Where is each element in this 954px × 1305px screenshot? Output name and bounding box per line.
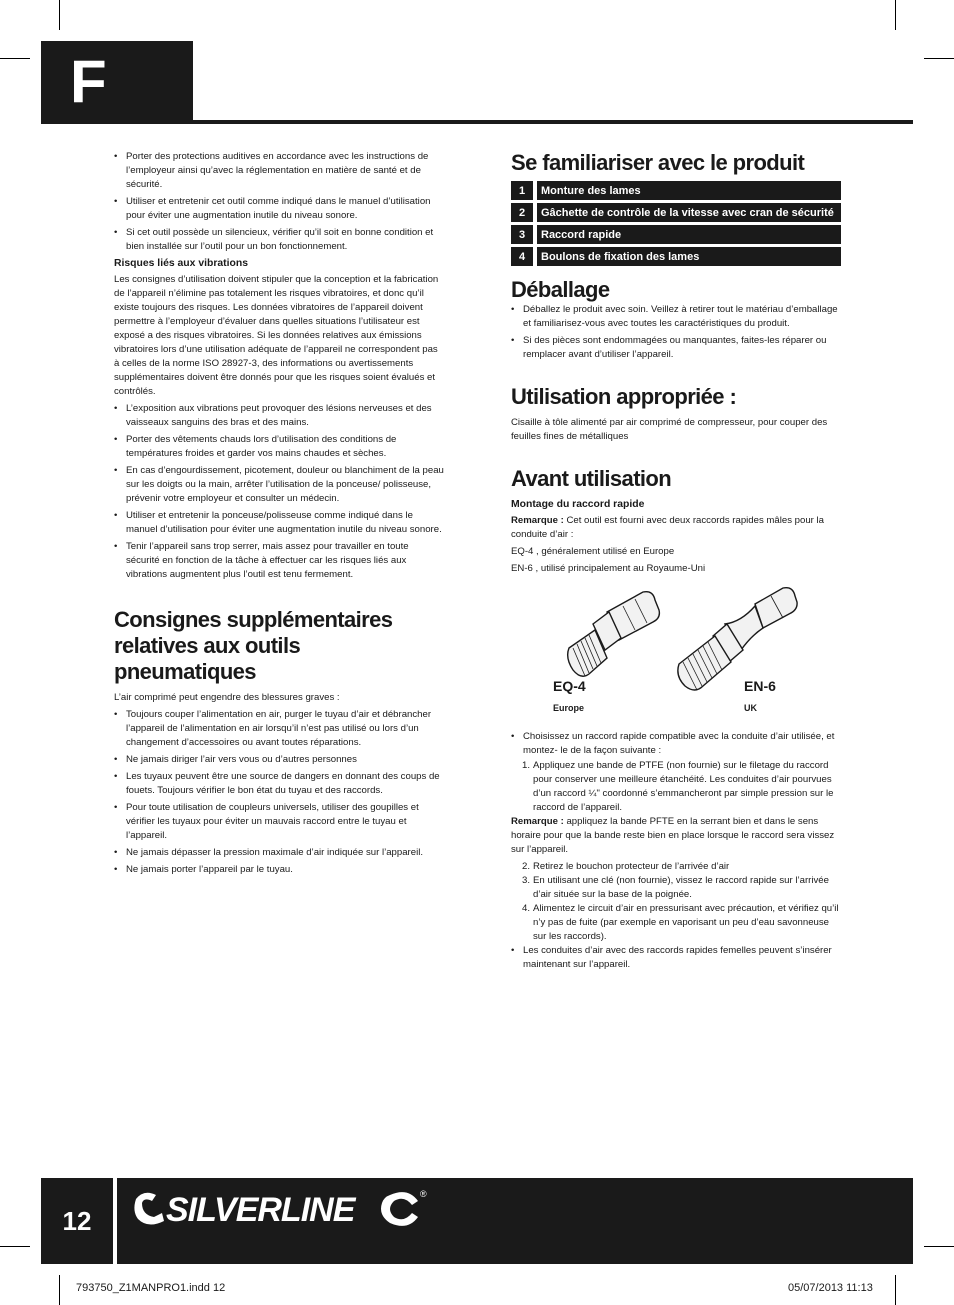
list-item: • Ne jamais porter l’appareil par le tuyau. (114, 863, 444, 877)
list-item: • Porter des vêtements chauds lors d’utilisation des conditions de températures froides et garder vos mains chaudes et sèches. (114, 433, 444, 461)
fitting-steps-1 (511, 759, 841, 815)
list-item: • Tenir l’appareil sans trop serrer, mais assez pour travailler en toute sécurité en fonction de la tâche à effectuer car les risques liés aux vibrations augmentent plus l’outil est tenu fermement. (114, 540, 444, 582)
crop-mark (924, 1246, 954, 1247)
part-label: Monture des lames (537, 181, 841, 200)
eq4-fitting-image (563, 586, 663, 686)
part-number: 4 (511, 247, 533, 266)
footer-divider (113, 1178, 117, 1264)
eq4-sublabel: Europe (553, 703, 585, 713)
eq4-label: EQ-4 (553, 678, 586, 694)
part-number: 1 (511, 181, 533, 200)
list-item: • Les conduites d’air avec des raccords rapides femelles peuvent s’insérer maintenant sur l’appareil. (511, 944, 841, 972)
en6-label: EN-6 (744, 678, 776, 694)
part-label: Boulons de fixation des lames (537, 247, 841, 266)
fittings-illustration (511, 582, 841, 722)
en6-fitting-image (671, 584, 801, 694)
list-item: • Déballez le produit avec soin. Veillez à retirer tout le matériau d’emballage et familiarisez-vous avec toutes les caractéristiques du produit. (511, 303, 841, 331)
list-item: • Choisissez un raccord rapide compatible avec la conduite d’air utilisée, et montez- le de la façon suivante : (511, 730, 841, 758)
silverline-logo (132, 1185, 432, 1233)
part-number: 3 (511, 225, 533, 244)
crop-mark (0, 58, 30, 59)
crop-mark (895, 0, 896, 30)
section-tab (41, 41, 193, 124)
part-label: Raccord rapide (537, 225, 841, 244)
registered-mark: ® (420, 1189, 427, 1199)
eq4-line: EQ-4 , généralement utilisé en Europe (511, 546, 675, 557)
noise-bullets (114, 150, 444, 254)
list-item: • Si des pièces sont endommagées ou manquantes, faites-les réparer ou remplacer avant d’utiliser l’appareil. (511, 334, 841, 362)
header-rule (41, 120, 913, 124)
note-label: Remarque : (511, 515, 564, 526)
vibration-paragraph: Les consignes d’utilisation doivent stipuler que la conception et la fabrication de l’appareil n’élimine pas totalement les risques vibratoires, et donc qu’il existe toujours des risques. Les données vibratoires de l’appareil doivent permettre à l’employeur d’évaluer dans quelles situations l’utilisateur est exposé a des risques vibratoires. Si les données relatives aux émissions vibratoires lors d’une utilisation adéquate de l’appareil ne correspondent pas à celles de la norme ISO 28927-3, des informations ou avertissements supplémentaires doivent être donnés pour que les risques soient évalués et contrôlés. (114, 274, 439, 397)
crop-mark (59, 0, 60, 30)
crop-mark (0, 1246, 30, 1247)
slug-left: 793750_Z1MANPRO1.indd 12 (76, 1282, 226, 1294)
right-column (511, 150, 841, 975)
list-item: • Toujours couper l’alimentation en air, purger le tuyau d’air et débrancher l’appareil de l’alimentation en air lorsqu’il n’est pas utilisé ou lors d’un changement d’accessoires ou avant toutes réparations. (114, 708, 444, 750)
list-item: • Si cet outil possède un silencieux, vérifier qu’il soit en bonne condition et bien installée sur l’outil pour un bon fonctionnement. (114, 226, 444, 254)
vibration-bullets (114, 402, 444, 582)
note-paragraph (511, 514, 841, 542)
en6-sublabel: UK (744, 703, 757, 713)
list-item: • Porter des protections auditives en accordance avec les instructions de l’employeur ainsi qu’avec la réglementation en matière de santé et de sécurité. (114, 150, 444, 192)
section-letter: F (70, 48, 107, 115)
vibration-heading: Risques liés aux vibrations (114, 258, 248, 269)
slug-right: 05/07/2013 11:13 (788, 1282, 873, 1294)
table-row (511, 203, 841, 222)
fitting-steps-2 (511, 860, 841, 944)
crop-mark (895, 1275, 896, 1305)
table-row (511, 181, 841, 200)
unpacking-heading: Déballage (511, 277, 610, 302)
en6-line: EN-6 , utilisé principalement au Royaume-Uni (511, 563, 706, 574)
note-text: Cet outil est fourni avec deux raccords rapides mâles pour la conduite d’air : (511, 515, 825, 540)
brand-wordmark: SILVERLINE (166, 1191, 355, 1229)
note-text: appliquez la bande PFTE en la serrant bien et dans le sens horaire pour que la bande reste bien en place lorsque le raccord sera vissez sur l’appareil. (511, 816, 835, 855)
list-item: • Utiliser et entretenir cet outil comme indiqué dans le manuel d’utilisation pour éviter une augmentation inutile du niveau sonore. (114, 195, 444, 223)
intended-use-text: Cisaille à tôle alimenté par air comprimé de compresseur, pour couper des feuilles fines de métalliques (511, 417, 828, 442)
left-column (114, 150, 444, 880)
part-label: Gâchette de contrôle de la vitesse avec cran de sécurité (537, 203, 841, 222)
note-label: Remarque : (511, 816, 564, 827)
pneumatic-bullets (114, 708, 444, 877)
intended-use-heading: Utilisation appropriée : (511, 384, 737, 409)
fitting-bullets (511, 730, 841, 758)
crop-mark (59, 1275, 60, 1305)
parts-table (511, 178, 841, 269)
note2-paragraph (511, 815, 841, 857)
unpacking-bullets (511, 303, 841, 362)
list-item: • Ne jamais dépasser la pression maximale d’air indiquée sur l’appareil. (114, 846, 444, 860)
list-item: 1. Appliquez une bande de PTFE (non fournie) sur le filetage du raccord pour conserver une meilleure étanchéité. Les conduites d’air pourvues d’un raccord ¼" coordonné s’emmancheront par simple pression sur le raccord de l’appareil. (522, 760, 834, 813)
page-number: 12 (62, 1205, 92, 1236)
list-item: • L’exposition aux vibrations peut provoquer des lésions nerveuses et des vaisseaux sanguins des bras et des mains. (114, 402, 444, 430)
pneumatic-heading: Consignes supplémentaires relatives aux outils pneumatiques (114, 607, 393, 684)
table-row (511, 247, 841, 266)
familiarise-heading: Se familiariser avec le produit (511, 150, 805, 175)
before-use-heading: Avant utilisation (511, 466, 672, 491)
list-item: • Les tuyaux peuvent être une source de dangers en donnant des coups de fouets. Toujours vérifier le bon état du tuyau et des raccords. (114, 770, 444, 798)
part-number: 2 (511, 203, 533, 222)
list-item: • Utiliser et entretenir la ponceuse/polisseuse comme indiqué dans le manuel d’utilisation pour éviter une augmentation inutile du niveau sonore. (114, 509, 444, 537)
list-item: 4. Alimentez le circuit d’air en pressurisant avec précaution, et vérifiez qu’il n’y pas de fuite (par exemple en vaporisant un peu d’eau savonneuse sur les raccords). (522, 903, 839, 942)
fitting-subheading: Montage du raccord rapide (511, 499, 645, 510)
list-item: 2. Retirez le bouchon protecteur de l’arrivée d’air (522, 861, 730, 872)
table-row (511, 225, 841, 244)
list-item: 3. En utilisant une clé (non fournie), vissez le raccord rapide sur l’arrivée d’air située sur la base de la poignée. (522, 875, 829, 900)
pneumatic-intro: L’air comprimé peut engendre des blessures graves : (114, 692, 340, 703)
crop-mark (924, 58, 954, 59)
list-item: • En cas d’engourdissement, picotement, douleur ou blanchiment de la peau sur les doigts ou la main, arrêter l’utilisation de la ponceuse/ polisseuse, prévenir votre employeur et consulter un médecin. (114, 464, 444, 506)
list-item: • Ne jamais diriger l’air vers vous ou d’autres personnes (114, 753, 444, 767)
final-bullets (511, 944, 841, 972)
list-item: • Pour toute utilisation de coupleurs universels, utiliser des goupilles et vérifier les tuyaux pour éviter un mauvais raccord entre le tuyau et l’appareil. (114, 801, 444, 843)
